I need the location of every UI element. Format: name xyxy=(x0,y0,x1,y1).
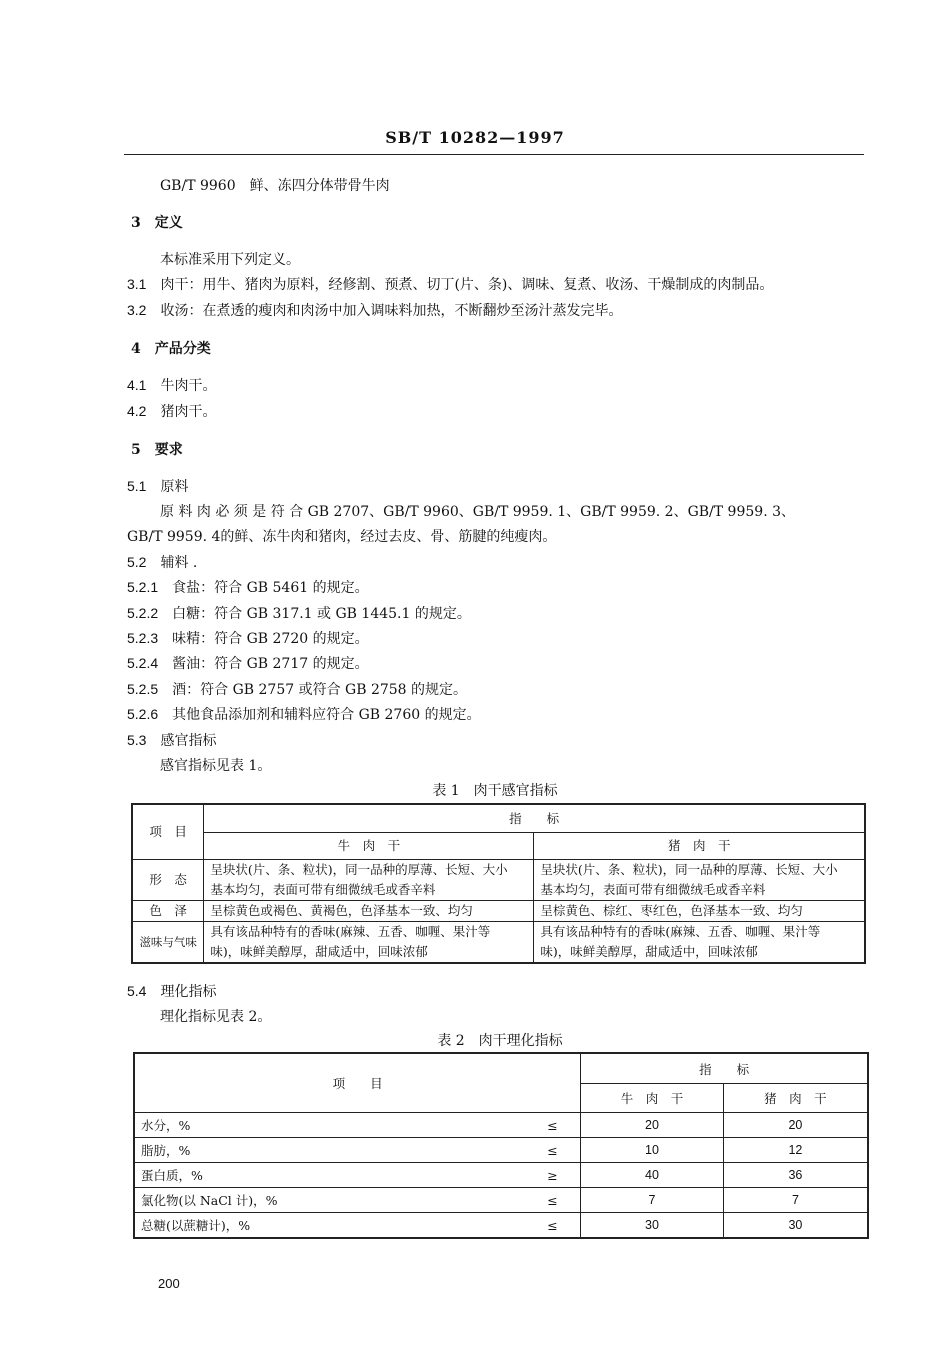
table-2-caption: 表 2 肉干理化指标 xyxy=(437,1033,563,1049)
table-1-header-item: 项 目 xyxy=(132,804,204,860)
row-label: 脂肪，% xyxy=(134,1138,525,1163)
classification-4-2: 4.2 猪肉干。 xyxy=(127,403,217,420)
row-label: 形 态 xyxy=(132,860,204,901)
table-2-header-index: 指 标 xyxy=(581,1053,868,1084)
table-row xyxy=(134,1163,868,1188)
beef-value: 20 xyxy=(581,1113,724,1138)
comparison-operator: ≤ xyxy=(525,1138,581,1163)
pork-value: 20 xyxy=(723,1113,868,1138)
comparison-operator: ≤ xyxy=(525,1113,581,1138)
table-row xyxy=(134,1188,868,1213)
table-1-header-index: 指 标 xyxy=(204,804,865,833)
beef-cell: 具有该品种特有的香味(麻辣、五香、咖喱、果汁等 味)，味鲜美醇厚，甜咸适中，回味浓郁 xyxy=(204,922,534,964)
section-5-3: 5.3 感官指标 xyxy=(127,732,217,749)
section-3-intro: 本标准采用下列定义。 xyxy=(160,252,300,268)
table-1 xyxy=(131,803,866,964)
section-3-heading: 3 定义 xyxy=(131,215,183,231)
beef-cell: 呈棕黄色或褐色、黄褐色，色泽基本一致、均匀 xyxy=(204,901,534,922)
section-5-2-2: 5.2.2 白糖：符合 GB 317.1 或 GB 1445.1 的规定。 xyxy=(127,605,471,622)
section-5-4: 5.4 理化指标 xyxy=(127,983,217,1000)
section-5-3-note: 感官指标见表 1。 xyxy=(160,758,272,774)
pork-value: 36 xyxy=(723,1163,868,1188)
section-5-1-line-1: 原 料 肉 必 须 是 符 合 GB 2707、GB/T 9960、GB/T 9959. 1、GB/T 9959. 2、GB/T 9959. 3、 xyxy=(160,504,795,520)
beef-cell: 呈块状(片、条、粒状)，同一品种的厚薄、长短、大小 基本均匀，表面可带有细微绒毛或香辛料 xyxy=(204,860,534,901)
row-label: 滋味与气味 xyxy=(132,922,204,964)
beef-value: 10 xyxy=(581,1138,724,1163)
table-1-caption: 表 1 肉干感官指标 xyxy=(432,783,558,799)
table-2-header-beef: 牛 肉 干 xyxy=(581,1084,724,1113)
table-row xyxy=(132,860,865,901)
section-5-2-4: 5.2.4 酱油：符合 GB 2717 的规定。 xyxy=(127,655,369,672)
pork-value: 30 xyxy=(723,1213,868,1239)
row-label: 氯化物(以 NaCl 计)，% xyxy=(134,1188,525,1213)
section-4-heading: 4 产品分类 xyxy=(131,341,211,357)
row-label: 色 泽 xyxy=(132,901,204,922)
pork-cell: 呈棕黄色、棕红、枣红色，色泽基本一致、均匀 xyxy=(534,901,865,922)
section-5-4-note: 理化指标见表 2。 xyxy=(160,1009,272,1025)
table-row xyxy=(134,1138,868,1163)
row-label: 总糖(以蔗糖计)，% xyxy=(134,1213,525,1239)
classification-4-1: 4.1 牛肉干。 xyxy=(127,377,217,394)
table-row xyxy=(134,1213,868,1239)
reference-line: GB/T 9960 鲜、冻四分体带骨牛肉 xyxy=(160,178,390,194)
page-number: 200 xyxy=(158,1276,180,1291)
table-1-header-beef: 牛 肉 干 xyxy=(204,833,534,860)
comparison-operator: ≥ xyxy=(525,1163,581,1188)
definition-3-2: 3.2 收汤：在煮透的瘦肉和肉汤中加入调味料加热，不断翻炒至汤汁蒸发完毕。 xyxy=(127,302,623,319)
beef-value: 40 xyxy=(581,1163,724,1188)
comparison-operator: ≤ xyxy=(525,1188,581,1213)
definition-3-1: 3.1 肉干：用牛、猪肉为原料，经修割、预煮、切丁(片、条)、调味、复煮、收汤、干燥制成的肉制品。 xyxy=(127,276,774,293)
section-5-2-3: 5.2.3 味精：符合 GB 2720 的规定。 xyxy=(127,630,369,647)
section-5-2-6: 5.2.6 其他食品添加剂和辅料应符合 GB 2760 的规定。 xyxy=(127,706,481,723)
pork-value: 7 xyxy=(723,1188,868,1213)
beef-value: 30 xyxy=(581,1213,724,1239)
table-2-header-pork: 猪 肉 干 xyxy=(723,1084,868,1113)
section-5-1-line-2: GB/T 9959. 4的鲜、冻牛肉和猪肉，经过去皮、骨、筋腱的纯瘦肉。 xyxy=(127,529,557,545)
table-row xyxy=(132,922,865,964)
row-label: 水分，% xyxy=(134,1113,525,1138)
section-5-2-1: 5.2.1 食盐：符合 GB 5461 的规定。 xyxy=(127,579,369,596)
pork-cell: 具有该品种特有的香味(麻辣、五香、咖喱、果汁等 味)，味鲜美醇厚，甜咸适中，回味浓郁 xyxy=(534,922,865,964)
section-5-2: 5.2 辅料 . xyxy=(127,554,198,571)
section-5-1: 5.1 原料 xyxy=(127,478,189,495)
pork-value: 12 xyxy=(723,1138,868,1163)
pork-cell: 呈块状(片、条、粒状)，同一品种的厚薄、长短、大小 基本均匀，表面可带有细微绒毛或香辛料 xyxy=(534,860,865,901)
table-1-header-pork: 猪 肉 干 xyxy=(534,833,865,860)
section-5-heading: 5 要求 xyxy=(131,442,183,458)
beef-value: 7 xyxy=(581,1188,724,1213)
row-label: 蛋白质，% xyxy=(134,1163,525,1188)
comparison-operator: ≤ xyxy=(525,1213,581,1239)
header-rule xyxy=(124,154,864,155)
section-5-2-5: 5.2.5 酒：符合 GB 2757 或符合 GB 2758 的规定。 xyxy=(127,681,468,698)
table-row xyxy=(132,901,865,922)
standard-header: SB/T 10282—1997 xyxy=(385,128,565,147)
table-2-header-item: 项 目 xyxy=(134,1053,581,1113)
table-2 xyxy=(133,1052,869,1239)
table-row xyxy=(134,1113,868,1138)
